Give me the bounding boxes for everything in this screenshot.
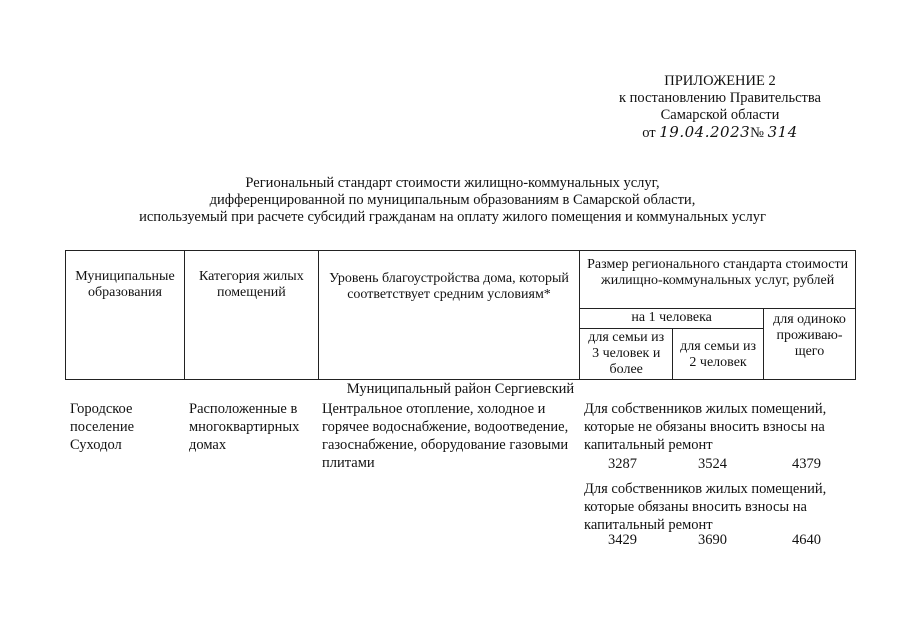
district-name: Муниципальный район Сергиевский — [346, 381, 575, 397]
value-single: 4379 — [792, 456, 821, 472]
title-line-3: используемый при расчете субсидий гражданам на оплату жилого помещения и коммунальных услуг — [139, 209, 766, 225]
handwritten-date: 19.04.2023 — [659, 123, 751, 141]
value-single: 4640 — [792, 532, 821, 548]
municipality-name: Городское поселение Суходол — [70, 401, 135, 453]
header-municipality: Муниципальные образования — [66, 251, 185, 380]
title-line-1: Региональный стандарт стоимости жилищно-коммунальных услуг, — [245, 175, 660, 191]
date-prefix: от — [642, 125, 656, 141]
document-title — [30, 175, 875, 226]
housing-category: Расположенные в многоквартирных домах — [189, 401, 300, 453]
header-family-3: для семьи из 3 человек и более — [580, 329, 673, 380]
case-no-repair-fee-label: Для собственников жилых помещений, которые не обязаны вносить взносы на капитальный ремонт — [584, 401, 827, 453]
case-repair-fee-values — [584, 532, 854, 550]
appendix-date-line — [560, 124, 880, 142]
handwritten-number: 314 — [767, 123, 798, 141]
header-standard-size: Размер регионального стандарта стоимости жилищно-коммунальных услуг, рублей — [580, 251, 856, 309]
header-family-2: для семьи из 2 человек — [673, 329, 764, 380]
case-repair-fee-label: Для собственников жилых помещений, которые обязаны вносить взносы на капитальный ремонт — [584, 481, 827, 533]
header-amenities: Уровень благоустройства дома, который соответствует средним условиям* — [318, 251, 580, 380]
appendix-line-2: Самарской области — [660, 107, 780, 123]
header-single: для одиноко проживаю-щего — [764, 309, 856, 380]
value-family-2: 3524 — [698, 456, 727, 472]
value-family-3: 3287 — [608, 456, 637, 472]
value-family-2: 3690 — [698, 532, 727, 548]
number-prefix: № — [750, 125, 764, 141]
amenities-description: Центральное отопление, холодное и горячее водоснабжение, водоотведение, газоснабжение, оборудование газовыми плитами — [322, 401, 569, 471]
appendix-line-1: к постановлению Правительства — [619, 90, 821, 106]
header-per-person: на 1 человека — [580, 309, 764, 329]
header-table — [65, 250, 856, 380]
appendix-block — [560, 73, 880, 142]
value-family-3: 3429 — [608, 532, 637, 548]
header-category: Категория жилых помещений — [184, 251, 318, 380]
appendix-title: ПРИЛОЖЕНИЕ 2 — [664, 73, 776, 89]
case-no-repair-fee-values — [584, 456, 854, 474]
title-line-2: дифференцированной по муниципальным образованиям в Самарской области, — [209, 192, 696, 208]
